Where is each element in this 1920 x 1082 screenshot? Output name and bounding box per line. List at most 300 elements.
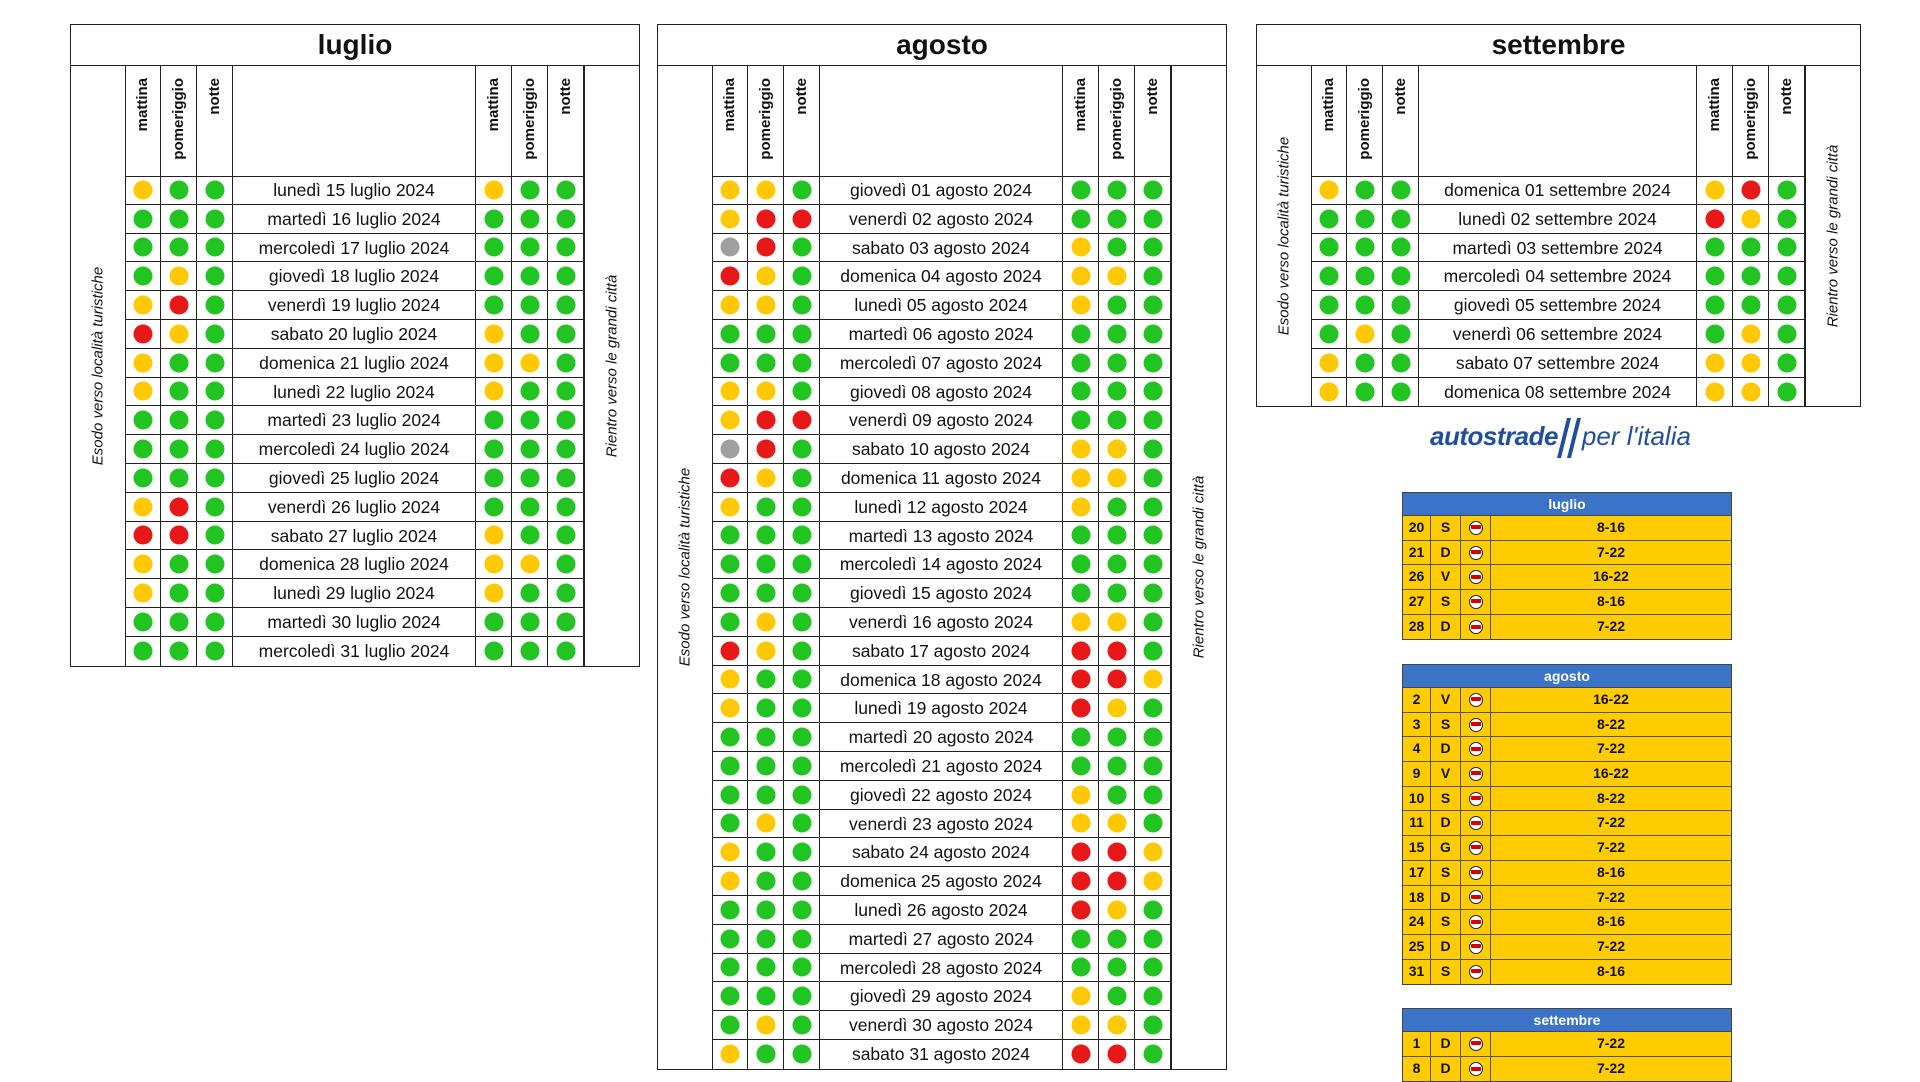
traffic-dot-icon [205,353,224,372]
date-label: sabato 03 agosto 2024 [820,234,1063,262]
traffic-cell-out-pomeriggio [748,406,784,434]
traffic-dot-icon [520,382,539,401]
ban-hours: 8-22 [1596,789,1626,806]
traffic-cell-ret-pomeriggio [512,435,548,463]
traffic-cell-out-notte [784,1011,820,1039]
outbound-label: Esodo verso località turistiche [1275,136,1293,336]
traffic-cell-ret-mattina [476,493,512,521]
traffic-cell-out-mattina [1311,205,1347,233]
traffic-dot-icon [205,497,224,516]
traffic-dot-icon [1071,929,1090,948]
table-row [712,925,1171,954]
traffic-dot-icon [756,929,775,948]
traffic-dot-icon [756,958,775,977]
traffic-dot-icon [1071,324,1090,343]
date-label: mercoledì 28 agosto 2024 [820,954,1063,982]
date-label: martedì 16 luglio 2024 [233,205,476,233]
traffic-dot-icon [556,267,575,286]
traffic-dot-icon [1355,353,1374,372]
traffic-dot-icon [756,1016,775,1035]
date-label: domenica 25 agosto 2024 [820,867,1063,895]
traffic-dot-icon [720,641,739,660]
traffic-dot-icon [720,555,739,574]
traffic-dot-icon [556,468,575,487]
traffic-dot-icon [792,440,811,459]
traffic-dot-icon [1143,382,1162,401]
column-header-pomeriggio [1347,66,1383,176]
traffic-cell-ret-mattina [1063,694,1099,722]
ban-hours: 8-16 [1596,962,1626,979]
no-entry-icon [1469,546,1483,560]
traffic-cell-out-pomeriggio [161,579,197,607]
traffic-dot-icon [556,324,575,343]
traffic-cell-out-pomeriggio [748,723,784,751]
ban-hours: 7-22 [1596,888,1626,905]
traffic-cell-out-mattina [712,406,748,434]
traffic-dot-icon [1705,296,1724,315]
traffic-dot-icon [1143,324,1162,343]
date-label: domenica 18 agosto 2024 [820,666,1063,694]
traffic-dot-icon [484,209,503,228]
traffic-dot-icon [1143,699,1162,718]
date-label: martedì 13 agosto 2024 [820,522,1063,550]
traffic-cell-ret-pomeriggio [1099,666,1135,694]
traffic-cell-out-pomeriggio [748,579,784,607]
traffic-dot-icon [1107,209,1126,228]
table-row [125,234,584,263]
traffic-dot-icon [720,238,739,257]
no-entry-icon [1469,915,1483,929]
traffic-dot-icon [169,526,188,545]
traffic-cell-out-pomeriggio [1347,349,1383,377]
traffic-dot-icon [484,296,503,315]
ban-hours: 7-22 [1596,740,1626,757]
no-entry-icon [1469,521,1483,535]
traffic-cell-ret-mattina [476,608,512,636]
traffic-cell-ret-pomeriggio [512,234,548,262]
column-header-label: mattina [484,78,502,132]
traffic-cell-ret-pomeriggio [1099,723,1135,751]
traffic-dot-icon [1391,238,1410,257]
traffic-dot-icon [792,900,811,919]
table-row [712,694,1171,723]
outbound-label-column [71,66,126,666]
traffic-dot-icon [484,526,503,545]
traffic-dot-icon [1741,267,1760,286]
ban-icon-cell [1461,737,1491,761]
date-label: sabato 27 luglio 2024 [233,522,476,550]
traffic-dot-icon [792,728,811,747]
return-label: Rientro verso le grandi città [603,274,621,458]
traffic-dot-icon [792,180,811,199]
traffic-dot-icon [1319,238,1338,257]
traffic-dot-icon [1143,180,1162,199]
traffic-dot-icon [1107,526,1126,545]
traffic-cell-out-pomeriggio [161,320,197,348]
traffic-cell-ret-mattina [1697,176,1733,204]
traffic-cell-out-pomeriggio [748,694,784,722]
traffic-cell-ret-pomeriggio [1099,1011,1135,1039]
date-label: venerdì 06 settembre 2024 [1419,320,1697,348]
traffic-dot-icon [720,699,739,718]
date-label: giovedì 25 luglio 2024 [233,464,476,492]
traffic-cell-ret-pomeriggio [1099,291,1135,319]
traffic-cell-out-pomeriggio [748,522,784,550]
traffic-cell-out-mattina [712,723,748,751]
traffic-cell-ret-mattina [1063,637,1099,665]
traffic-dot-icon [169,497,188,516]
traffic-dot-icon [1071,612,1090,631]
traffic-cell-out-pomeriggio [748,954,784,982]
traffic-cell-out-pomeriggio [748,666,784,694]
traffic-dot-icon [792,843,811,862]
traffic-dot-icon [1107,900,1126,919]
traffic-cell-ret-pomeriggio [1733,291,1769,319]
traffic-cell-ret-notte [1135,925,1171,953]
truck-ban-row [1403,541,1731,566]
traffic-dot-icon [1107,497,1126,516]
traffic-dot-icon [1143,296,1162,315]
traffic-dot-icon [720,324,739,343]
traffic-cell-out-mattina [1311,349,1347,377]
ban-icon-cell [1461,910,1491,934]
traffic-dot-icon [133,411,152,430]
traffic-cell-ret-notte [1135,781,1171,809]
traffic-cell-out-mattina [1311,262,1347,290]
traffic-dot-icon [756,296,775,315]
traffic-dot-icon [1143,670,1162,689]
traffic-cell-ret-mattina [1697,349,1733,377]
no-entry-icon [1469,570,1483,584]
no-entry-icon [1469,816,1483,830]
traffic-cell-out-notte [1383,349,1419,377]
traffic-dot-icon [1107,612,1126,631]
column-header-label: notte [1143,78,1161,115]
traffic-dot-icon [756,555,775,574]
traffic-cell-ret-notte [548,262,584,290]
traffic-dot-icon [720,1016,739,1035]
traffic-cell-ret-notte [548,234,584,262]
traffic-dot-icon [1705,180,1724,199]
traffic-dot-icon [1107,411,1126,430]
column-header-pomeriggio [748,66,784,176]
traffic-cell-out-pomeriggio [161,550,197,578]
traffic-cell-out-pomeriggio [161,637,197,666]
traffic-cell-ret-notte [548,637,584,666]
traffic-dot-icon [1143,238,1162,257]
truck-ban-row [1403,713,1731,738]
traffic-cell-out-pomeriggio [161,176,197,204]
traffic-cell-out-notte [197,550,233,578]
table-row [712,954,1171,983]
ban-hours: 8-22 [1596,715,1626,732]
traffic-dot-icon [1071,411,1090,430]
traffic-dot-icon [556,642,575,661]
traffic-cell-out-mattina [712,637,748,665]
traffic-cell-ret-pomeriggio [512,637,548,666]
traffic-cell-out-notte [784,954,820,982]
ban-day-number: 9 [1403,762,1431,786]
traffic-dot-icon [556,440,575,459]
traffic-cell-out-notte [784,752,820,780]
date-label: lunedì 02 settembre 2024 [1419,205,1697,233]
traffic-dot-icon [1071,1045,1090,1064]
traffic-dot-icon [1107,872,1126,891]
traffic-dot-icon [1143,900,1162,919]
traffic-dot-icon [720,267,739,286]
traffic-dot-icon [720,468,739,487]
traffic-dot-icon [484,382,503,401]
traffic-dot-icon [756,785,775,804]
traffic-cell-ret-notte [1769,378,1805,407]
traffic-dot-icon [1107,468,1126,487]
traffic-dot-icon [756,900,775,919]
ban-hours: 16-22 [1593,568,1629,585]
traffic-dot-icon [1777,382,1796,401]
traffic-dot-icon [1319,353,1338,372]
traffic-dot-icon [520,238,539,257]
traffic-cell-out-notte [197,291,233,319]
traffic-cell-ret-mattina [1063,810,1099,838]
table-row [712,810,1171,839]
calendar-luglio [70,24,640,667]
column-header-label: pomeriggio [169,78,187,160]
traffic-cell-out-pomeriggio [748,464,784,492]
traffic-cell-ret-mattina [1063,752,1099,780]
traffic-dot-icon [1071,1016,1090,1035]
traffic-cell-ret-notte [548,378,584,406]
traffic-dot-icon [1107,987,1126,1006]
traffic-dot-icon [1777,209,1796,228]
calendar-body [1257,66,1860,406]
date-label: lunedì 19 agosto 2024 [820,694,1063,722]
traffic-cell-out-mattina [125,176,161,204]
traffic-dot-icon [169,555,188,574]
traffic-cell-out-mattina [125,464,161,492]
date-label: lunedì 29 luglio 2024 [233,579,476,607]
ban-day-number: 2 [1403,688,1431,712]
traffic-cell-out-notte [784,378,820,406]
traffic-cell-ret-pomeriggio [1099,579,1135,607]
traffic-cell-ret-pomeriggio [1099,982,1135,1010]
traffic-dot-icon [756,728,775,747]
traffic-cell-out-notte [197,262,233,290]
traffic-dot-icon [720,900,739,919]
table-row [1311,320,1805,349]
traffic-dot-icon [1777,353,1796,372]
traffic-dot-icon [1355,209,1374,228]
traffic-dot-icon [1071,987,1090,1006]
ban-weekday: D [1431,737,1461,761]
table-row [125,205,584,234]
traffic-dot-icon [520,324,539,343]
traffic-cell-ret-pomeriggio [1099,262,1135,290]
calendar-body [658,66,1226,1069]
traffic-cell-out-pomeriggio [748,896,784,924]
date-label: venerdì 26 luglio 2024 [233,493,476,521]
traffic-cell-ret-notte [1769,205,1805,233]
traffic-dot-icon [133,267,152,286]
traffic-cell-out-notte [784,493,820,521]
ban-weekday: S [1431,590,1461,614]
traffic-cell-out-pomeriggio [161,464,197,492]
traffic-cell-out-notte [784,464,820,492]
traffic-dot-icon [1071,497,1090,516]
traffic-cell-ret-notte [548,320,584,348]
traffic-cell-out-pomeriggio [748,493,784,521]
traffic-cell-out-pomeriggio [748,1011,784,1039]
traffic-dot-icon [133,612,152,631]
traffic-cell-ret-pomeriggio [1099,234,1135,262]
traffic-cell-ret-mattina [476,234,512,262]
traffic-dot-icon [1143,209,1162,228]
traffic-cell-ret-pomeriggio [1733,205,1769,233]
column-header-mattina [476,66,512,176]
ban-day-number: 25 [1403,935,1431,959]
traffic-dot-icon [1071,584,1090,603]
date-label: sabato 07 settembre 2024 [1419,349,1697,377]
ban-hours: 7-22 [1596,814,1626,831]
traffic-cell-out-mattina [125,637,161,666]
traffic-dot-icon [720,929,739,948]
traffic-cell-ret-mattina [1063,234,1099,262]
column-header-label: pomeriggio [1355,78,1373,160]
traffic-dot-icon [1391,267,1410,286]
column-header-pomeriggio [512,66,548,176]
traffic-dot-icon [133,497,152,516]
traffic-cell-ret-pomeriggio [1099,867,1135,895]
calendar-title: luglio [71,25,639,66]
traffic-dot-icon [720,872,739,891]
traffic-cell-out-pomeriggio [748,205,784,233]
traffic-dot-icon [484,440,503,459]
table-row [712,752,1171,781]
traffic-dot-icon [205,440,224,459]
return-label: Rientro verso le grandi città [1824,144,1842,328]
date-label: lunedì 26 agosto 2024 [820,896,1063,924]
ban-icon-cell [1461,935,1491,959]
ban-weekday: S [1431,516,1461,540]
column-header-row [1311,66,1805,177]
date-label: venerdì 30 agosto 2024 [820,1011,1063,1039]
traffic-dot-icon [1143,526,1162,545]
traffic-dot-icon [1107,180,1126,199]
column-header-notte [1383,66,1419,176]
traffic-cell-out-pomeriggio [748,810,784,838]
traffic-cell-out-notte [784,896,820,924]
traffic-dot-icon [133,180,152,199]
traffic-dot-icon [756,180,775,199]
traffic-cell-out-mattina [712,579,748,607]
traffic-cell-out-mattina [125,349,161,377]
date-label: martedì 03 settembre 2024 [1419,234,1697,262]
traffic-cell-ret-pomeriggio [512,320,548,348]
column-header-mattina [1063,66,1099,176]
traffic-dot-icon [756,987,775,1006]
traffic-dot-icon [792,958,811,977]
traffic-cell-out-pomeriggio [161,234,197,262]
ban-day-number: 18 [1403,886,1431,910]
traffic-dot-icon [792,670,811,689]
traffic-cell-out-pomeriggio [1347,205,1383,233]
traffic-cell-ret-mattina [1063,435,1099,463]
date-label: domenica 08 settembre 2024 [1419,378,1697,407]
traffic-dot-icon [556,180,575,199]
traffic-dot-icon [1319,209,1338,228]
traffic-cell-ret-mattina [476,550,512,578]
traffic-dot-icon [484,238,503,257]
traffic-cell-out-pomeriggio [748,291,784,319]
traffic-dot-icon [1741,180,1760,199]
ban-weekday: V [1431,565,1461,589]
ban-icon-cell [1461,565,1491,589]
traffic-dot-icon [205,584,224,603]
ban-icon-cell [1461,590,1491,614]
no-entry-icon [1469,841,1483,855]
traffic-cell-ret-pomeriggio [1099,896,1135,924]
traffic-cell-out-pomeriggio [748,637,784,665]
traffic-cell-ret-pomeriggio [1733,234,1769,262]
traffic-cell-ret-mattina [476,291,512,319]
traffic-cell-out-mattina [125,435,161,463]
ban-icon-cell [1461,615,1491,640]
traffic-dot-icon [1741,296,1760,315]
traffic-dot-icon [1107,382,1126,401]
traffic-dot-icon [1143,411,1162,430]
traffic-cell-ret-mattina [1063,579,1099,607]
traffic-cell-out-mattina [1311,176,1347,204]
traffic-dot-icon [1143,728,1162,747]
traffic-dot-icon [792,699,811,718]
traffic-cell-out-notte [197,608,233,636]
traffic-cell-ret-mattina [1063,262,1099,290]
traffic-dot-icon [792,238,811,257]
traffic-cell-out-notte [784,406,820,434]
traffic-dot-icon [1071,843,1090,862]
traffic-dot-icon [1741,324,1760,343]
traffic-cell-out-notte [197,406,233,434]
traffic-cell-out-mattina [712,925,748,953]
traffic-dot-icon [792,814,811,833]
traffic-cell-ret-mattina [1697,205,1733,233]
traffic-cell-ret-notte [548,464,584,492]
traffic-cell-ret-mattina [476,522,512,550]
date-label: sabato 31 agosto 2024 [820,1040,1063,1069]
traffic-dot-icon [133,296,152,315]
traffic-cell-ret-notte [1135,522,1171,550]
traffic-dot-icon [792,209,811,228]
date-label: lunedì 12 agosto 2024 [820,493,1063,521]
traffic-cell-ret-mattina [1697,262,1733,290]
table-row [712,464,1171,493]
traffic-cell-ret-pomeriggio [1099,954,1135,982]
traffic-dot-icon [720,526,739,545]
traffic-dot-icon [484,642,503,661]
traffic-cell-ret-mattina [1063,291,1099,319]
ban-day-number: 10 [1403,787,1431,811]
table-row [125,608,584,637]
ban-hours: 8-16 [1596,863,1626,880]
ban-icon-cell [1461,762,1491,786]
date-label: mercoledì 04 settembre 2024 [1419,262,1697,290]
traffic-cell-ret-notte [1135,1040,1171,1069]
ban-weekday: V [1431,762,1461,786]
traffic-dot-icon [1143,267,1162,286]
traffic-dot-icon [556,411,575,430]
traffic-cell-out-pomeriggio [748,982,784,1010]
traffic-dot-icon [720,958,739,977]
traffic-cell-ret-pomeriggio [1099,493,1135,521]
